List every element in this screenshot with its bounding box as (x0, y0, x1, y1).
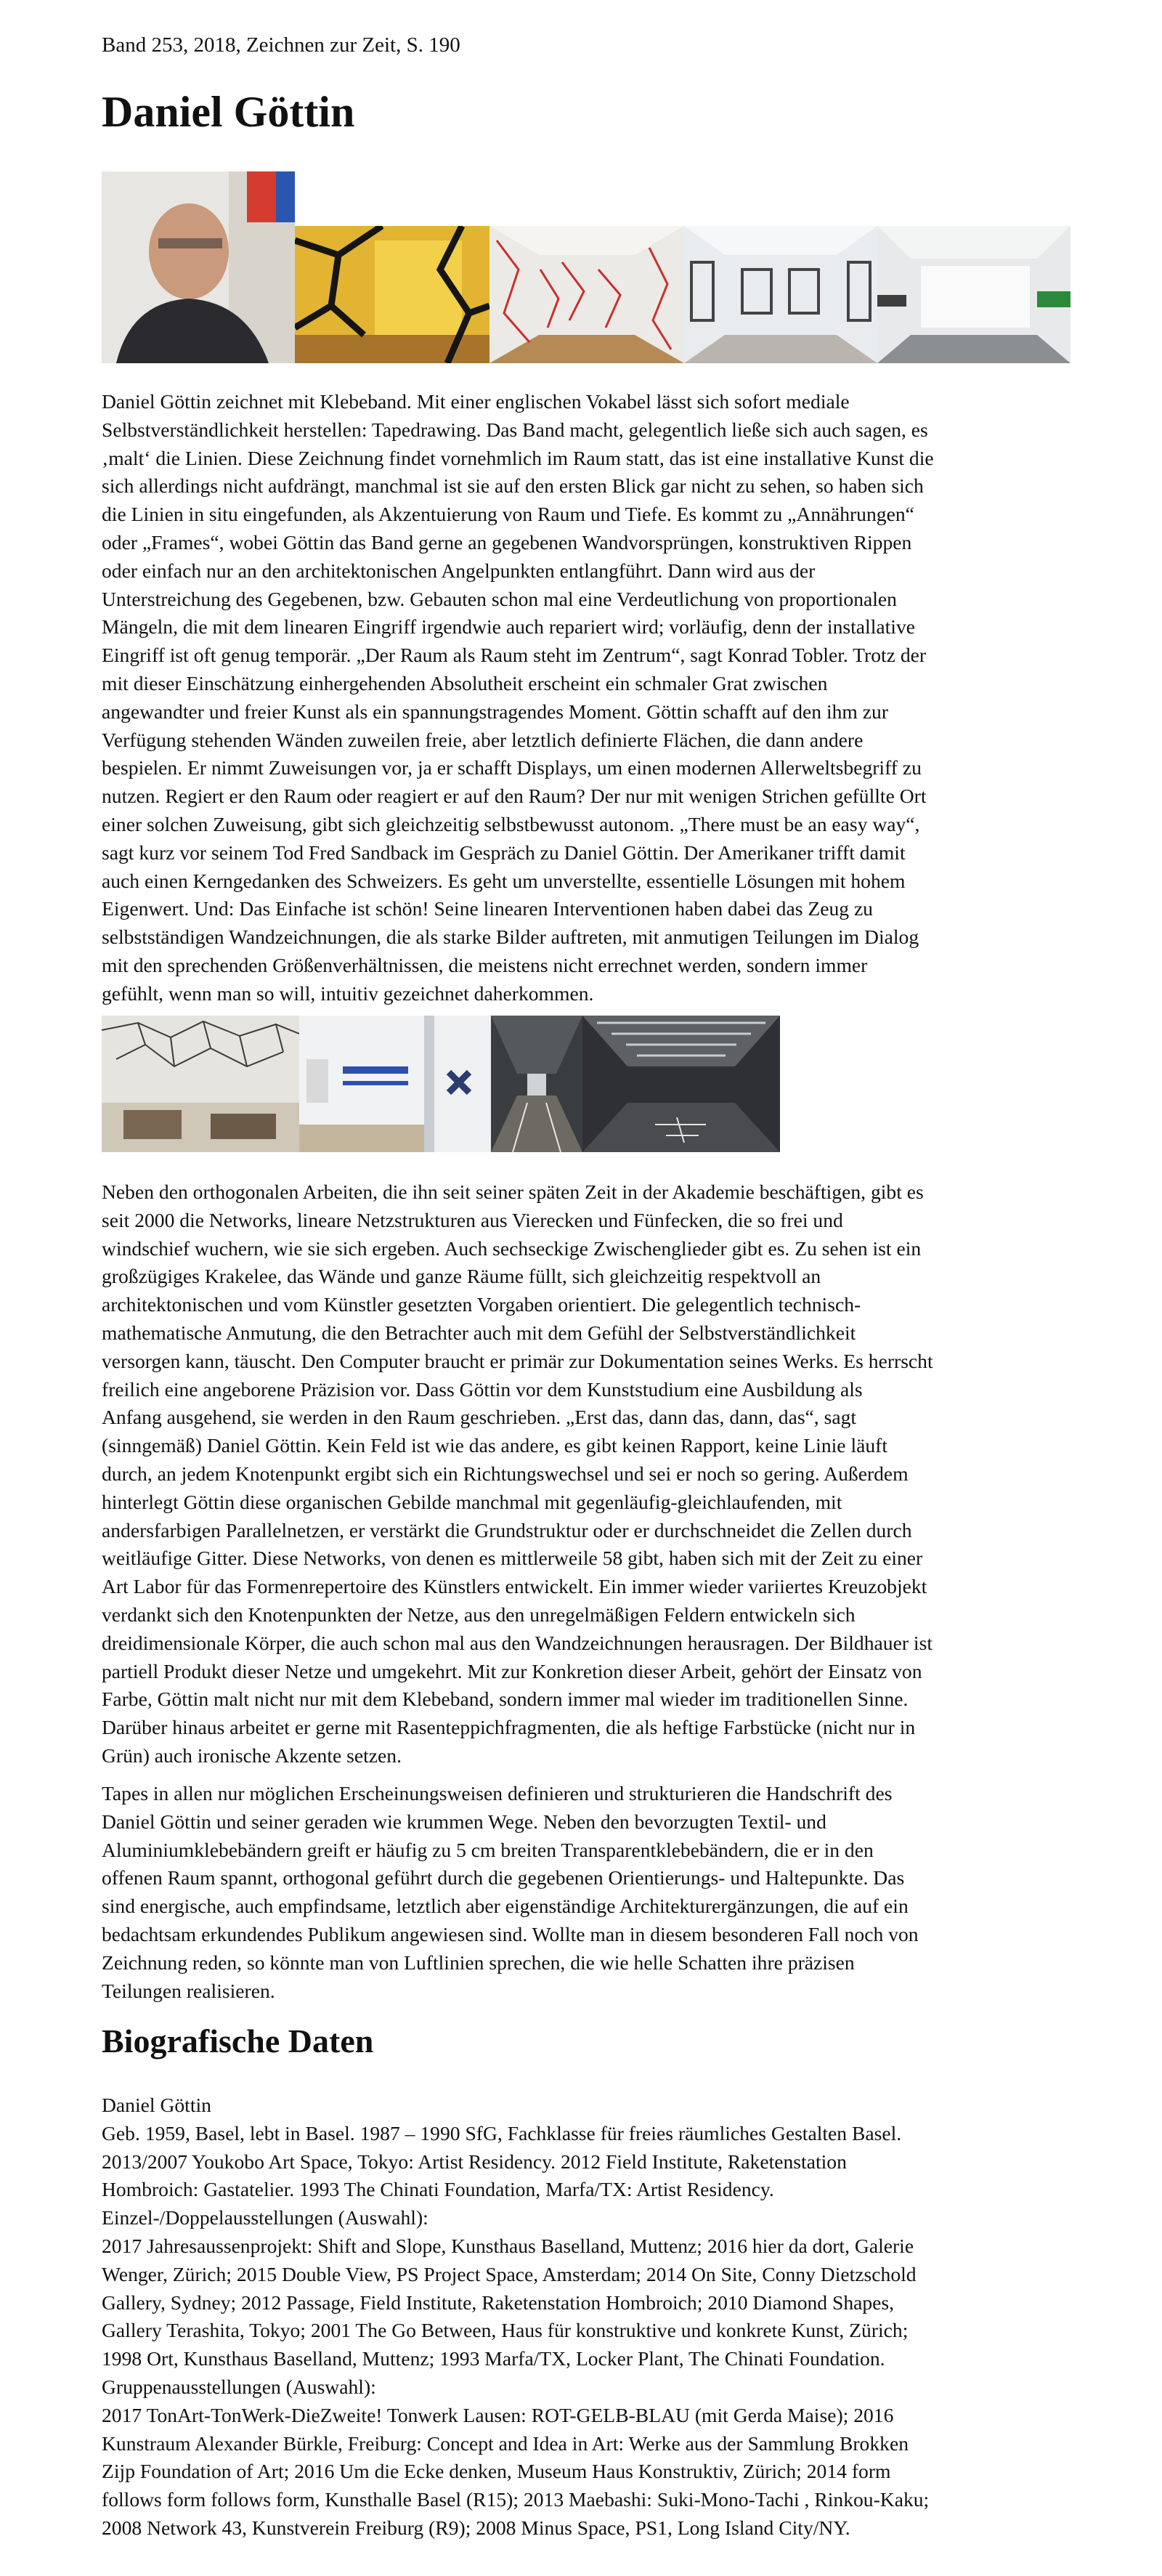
text-line: offenen Raum spannt, orthogonal geführt durch die gegebenen Orientierungs- und Haltepunkte. Das (102, 1866, 905, 1890)
text-line: Tapes in allen nur möglichen Erscheinungsweisen definieren und strukturieren die Handschrift des (102, 1782, 893, 1805)
dark-hall-photo (582, 1016, 780, 1152)
text-line: Art Labor für das Formenrepertoire des Künstlers entwickelt. Ein immer wieder variiertes Kreuzobjekt (102, 1575, 927, 1598)
text-line: nutzen. Regiert er den Raum oder reagiert er auf den Raum? Der nur mit wenigen Strichen gefüllte Ort (102, 785, 927, 808)
text-line: Wenger, Zürich; 2015 Double View, PS Project Space, Amsterdam; 2014 On Site, Conny Dietzschold (102, 2262, 917, 2285)
text-line: Darüber hinaus arbeitet er gerne mit Rasenteppichfragmenten, die als heftige Farbstücke (nicht nur in (102, 1716, 916, 1739)
text-line: Aluminiumklebebändern greift er häufig zu 5 cm breiten Transparentklebebändern, die er in den (102, 1838, 874, 1861)
text-line: gefühlt, wenn man so will, intuitiv gezeichnet daherkommen. (102, 981, 594, 1005)
text-line: die Linien in situ eingefunden, als Akzentuierung von Raum und Tiefe. Es kommt zu „Annährungen“ (102, 503, 914, 526)
artwork-image-strip-middle (102, 1016, 784, 1152)
text-line: 2017 Jahresaussenprojekt: Shift and Slope, Kunsthaus Baselland, Muttenz; 2016 hier da dort, Galerie (102, 2234, 914, 2257)
text-line: follows form follows form, Kunsthalle Basel (R15); 2013 Maebashi: Suki-Mono-Tachi , Rinkou-Kaku; (102, 2488, 930, 2511)
text-line: großzügiges Krakelee, das Wände und ganze Räume füllt, sich gleichzeitig respektvoll an (102, 1265, 821, 1288)
publication-meta: Band 253, 2018, Zeichnen zur Zeit, S. 190 (102, 33, 460, 57)
paragraph-tapes (102, 1780, 1075, 2005)
text-line: Selbstverständlichkeit herstellen: Tapedrawing. Das Band macht, gelegentlich ließe sich auch sagen, es (102, 418, 928, 441)
portrait-photo (102, 171, 295, 363)
text-line: Gruppenausstellungen (Auswahl): (102, 2375, 376, 2398)
text-line: Neben den orthogonalen Arbeiten, die ihn seit seiner späten Zeit in der Akademie beschäftigen, gibt es (102, 1180, 924, 1203)
x-mark-photo (424, 1016, 491, 1152)
text-line: andersfarbigen Parallelnetzen, er verstärkt die Grundstruktur oder er durchschneidet die Zellen durch (102, 1518, 912, 1542)
text-line: Daniel Göttin (102, 2094, 211, 2116)
yellow-room-photo (295, 226, 489, 363)
text-line: sich allerdings nicht aufdrängt, manchmal ist sie auf den ersten Blick gar nicht zu sehen, so haben sich (102, 474, 924, 498)
text-line: weitläufige Gitter. Diese Networks, von denen es mittlerweile 58 gibt, haben sich mit der Zeit zu einer (102, 1547, 923, 1570)
text-line: dreidimensionale Körper, die auch schon mal aus den Wandzeichnungen herausragen. Der Bildhauer ist (102, 1631, 933, 1654)
text-line: freilich eine angeborene Präzision vor. Dass Göttin vor dem Kunststudium eine Ausbildung als (102, 1377, 863, 1401)
text-line: Unterstreichung des Gegebenen, bzw. Gebauten schon mal eine Verdeutlichung von proportionalen (102, 587, 897, 610)
wall-stripes-photo (299, 1016, 424, 1152)
paragraph-networks (102, 1178, 1075, 1770)
text-line: sagt kurz vor seinem Tod Fred Sandback im Gespräch zu Daniel Göttin. Der Amerikaner trifft damit (102, 841, 906, 864)
green-stripe-room-photo (877, 226, 1070, 363)
ceiling-network-photo (102, 1016, 299, 1152)
corridor-photo (491, 1016, 582, 1152)
text-line: Eingriff ist oft genug temporär. „Der Raum als Raum steht im Zentrum“, sagt Konrad Tobler. Trotz der (102, 644, 927, 667)
artwork-image-strip-top (102, 171, 1070, 363)
text-line: Teilungen realisieren. (102, 1979, 275, 2002)
text-line: hinterlegt Göttin diese organischen Gebilde manchmal mit gegenläufig-gleichlaufenden, mit (102, 1490, 842, 1513)
text-line: Daniel Göttin zeichnet mit Klebeband. Mit einer englischen Vokabel lässt sich sofort mediale (102, 390, 850, 413)
text-line: einer solchen Zuweisung, gibt sich gleichzeitig selbstbewusst autonom. „There must be an easy way“, (102, 812, 920, 835)
text-line: 2017 TonArt-TonWerk-DieZweite! Tonwerk Lausen: ROT-GELB-BLAU (mit Gerda Maise); 2016 (102, 2403, 894, 2426)
text-line: Mängeln, die mit dem linearen Eingriff irgendwie auch repariert wird; vorläufig, denn der installative (102, 615, 915, 639)
text-line: Hombroich: Gastatelier. 1993 The Chinati Foundation, Marfa/TX: Artist Residency. (102, 2178, 774, 2201)
text-line: 2008 Network 43, Kunstverein Freiburg (R9); 2008 Minus Space, PS1, Long Island City/NY. (102, 2516, 850, 2539)
text-line: Verfügung stehenden Wänden zuweilen freie, aber letztlich definierte Flächen, die dann andere (102, 728, 864, 751)
text-line: auch einen Kerngedanken des Schweizers. Es geht um unverstellte, essentielle Lösungen mit hohem (102, 869, 906, 892)
text-line: Gallery, Sydney; 2012 Passage, Field Institute, Raketenstation Hombroich; 2010 Diamond Shapes, (102, 2291, 895, 2314)
text-line: windschief wuchern, wie sie sich ergeben. Auch sechseckige Zwischenglieder gibt es. Zu sehen ist ein (102, 1236, 922, 1260)
text-line: selbstständigen Wandzeichnungen, die als starke Bilder auftreten, mit anmutigen Teilungen im Dialog (102, 926, 919, 949)
text-line: Grün) auch ironische Akzente setzen. (102, 1743, 402, 1767)
red-lines-room-photo (489, 226, 684, 363)
text-line: (sinngemäß) Daniel Göttin. Kein Feld ist wie das andere, es gibt keinen Rapport, keine Linie läuft (102, 1434, 888, 1457)
text-line: partiell Produkt dieser Netze und umgekehrt. Mit zur Konkretion dieser Arbeit, gehört der Einsatz von (102, 1659, 922, 1682)
text-line: sind energische, auch empfindsame, letztlich aber eigenständige Architekturergänzungen, die auf ein (102, 1895, 909, 1918)
text-line: Farbe, Göttin malt nicht nur mit dem Klebeband, sondern immer mal wieder im traditionellen Sinne. (102, 1688, 909, 1711)
text-line: Zijp Foundation of Art; 2016 Um die Ecke denken, Museum Haus Konstruktiv, Zürich; 2014 form (102, 2460, 891, 2483)
text-line: angewandter und freier Kunst als ein spannungstragendes Moment. Göttin schafft auf den ihm zur (102, 700, 889, 723)
text-line: Gallery Terashita, Tokyo; 2001 The Go Between, Haus für konstruktive und konkrete Kunst, Zürich; (102, 2319, 909, 2342)
page-title: Daniel Göttin (102, 88, 355, 136)
text-line: ‚malt‘ die Linien. Diese Zeichnung findet vornehmlich im Raum statt, das ist eine installative Kunst die (102, 446, 934, 469)
text-line: Anfang ausgehend, sie werden in den Raum geschrieben. „Erst das, dann das, dann, das“, sagt (102, 1406, 857, 1429)
text-line: mathematische Anmutung, die den Betrachter auch mit dem Gefühl der Selbstverständlichkeit (102, 1321, 856, 1344)
text-line: oder einfach nur an den architektonischen Angelpunkten entlangführt. Dann wird aus der (102, 559, 816, 582)
text-line: durch, an jedem Knotenpunkt ergibt sich ein Richtungswechsel und sei er noch so gering. Außerdem (102, 1462, 909, 1485)
text-line: Eigenwert. Und: Das Einfache ist schön! Seine linearen Interventionen haben dabei das Zeug zu (102, 897, 873, 920)
biography-data (102, 2091, 1075, 2543)
biography-heading: Biografische Daten (102, 2022, 374, 2059)
text-line: seit 2000 die Networks, lineare Netzstrukturen aus Vierecken und Fünfecken, die so frei und (102, 1208, 843, 1231)
text-line: Zeichnung reden, so könnte man von Luftlinien sprechen, die wie helle Schatten ihre präzisen (102, 1951, 855, 1974)
text-line: oder „Frames“, wobei Göttin das Band gerne an gegebenen Wandvorsprüngen, konstruktiven Rippen (102, 530, 912, 554)
text-line: versorgen kann, täuscht. Den Computer braucht er primär zur Dokumentation seines Werks. Es herrscht (102, 1349, 933, 1372)
text-line: architektonischen und vom Künstler gesetzten Vorgaben orientiert. Die gelegentlich technisch- (102, 1293, 861, 1316)
window-room-photo (684, 226, 877, 363)
text-line: Einzel-/Doppelausstellungen (Auswahl): (102, 2206, 428, 2229)
text-line: 1998 Ort, Kunsthaus Baselland, Muttenz; 1993 Marfa/TX, Locker Plant, The Chinati Foundation. (102, 2347, 885, 2370)
text-line: Geb. 1959, Basel, lebt in Basel. 1987 – 1990 SfG, Fachklasse für freies räumliches Gestalten Basel. (102, 2121, 902, 2144)
text-line: bespielen. Er nimmt Zuweisungen vor, ja er schafft Displays, um einen modernen Allerweltsbegriff zu (102, 756, 922, 779)
paragraph-intro (102, 388, 1075, 1008)
text-line: mit dieser Einschätzung einhergehenden Absolutheit erscheint ein schmaler Grat zwischen (102, 671, 828, 694)
text-line: verdankt sich den Knotenpunkten der Netze, aus den unregelmäßigen Feldern entwickeln sich (102, 1603, 856, 1626)
text-line: Daniel Göttin und seiner geraden wie krummen Wege. Neben den bevorzugten Textil- und (102, 1810, 826, 1833)
text-line: bedachtsam erkundendes Publikum angewiesen sind. Wollte man in diesem besonderen Fall noch von (102, 1922, 919, 1945)
text-line: mit den sprechenden Größenverhältnissen, die meistens nicht errechnet werden, sondern immer (102, 953, 868, 976)
text-line: 2013/2007 Youkobo Art Space, Tokyo: Artist Residency. 2012 Field Institute, Raketenstation (102, 2150, 847, 2173)
text-line: Kunstraum Alexander Bürkle, Freiburg: Concept and Idea in Art: Werke aus der Sammlung Brokken (102, 2431, 909, 2455)
